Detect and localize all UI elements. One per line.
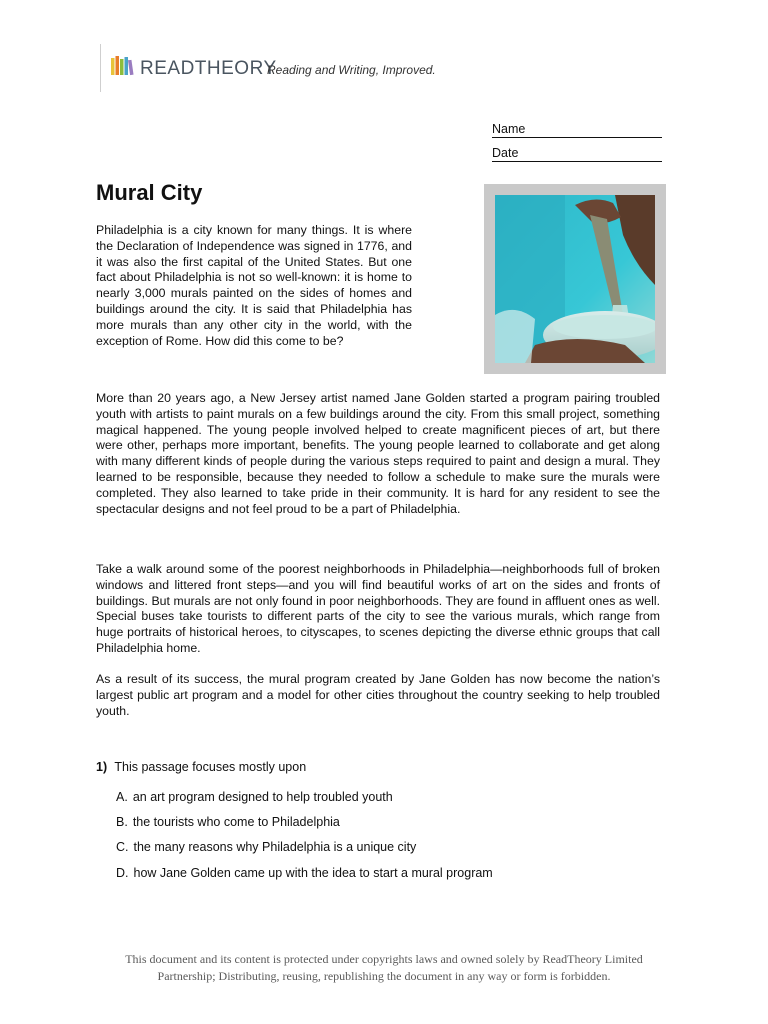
option-text: the many reasons why Philadelphia is a unique city: [133, 840, 417, 854]
option-letter: A.: [116, 790, 128, 804]
date-field[interactable]: [492, 146, 662, 161]
option-text: how Jane Golden came up with the idea to start a mural program: [133, 866, 493, 880]
answer-option-b[interactable]: [116, 815, 340, 829]
header-divider: [100, 44, 101, 92]
option-letter: C.: [116, 840, 129, 854]
brand-tagline: Reading and Writing, Improved.: [267, 63, 436, 77]
bookshelf-logo-icon: [110, 54, 134, 76]
question-number: 1): [96, 760, 108, 774]
answer-option-a[interactable]: [116, 790, 393, 804]
option-letter: B.: [116, 815, 128, 829]
copyright-footer: [84, 951, 684, 985]
date-label: Date: [492, 146, 519, 160]
option-text: the tourists who come to Philadelphia: [132, 815, 340, 829]
footer-line-2: Partnership; Distributing, reusing, republishing the document in any way or form is forbidden.: [157, 969, 611, 983]
article-title: Mural City: [96, 180, 203, 205]
option-text: an art program designed to help troubled youth: [132, 790, 393, 804]
name-label: Name: [492, 122, 526, 136]
name-field[interactable]: [492, 122, 662, 137]
mural-painting-photo: [495, 195, 655, 363]
answer-option-c[interactable]: [116, 840, 416, 854]
question-prompt: [96, 760, 306, 774]
option-letter: D.: [116, 866, 129, 880]
paragraph-3: Take a walk around some of the poorest neighborhoods in Philadelphia—neighborhoods full of broken windows and littered front steps—and you will find beautiful works of art on the sides and fronts of buildings. But murals are not only found in poor neighborhoods. They are found in affluent ones as well. Special buses take tourists to different parts of the city to see the various murals, which range from huge portraits of historical heroes, to cityscapes, to scenes depicting the diverse ethnic groups that call Philadelphia home.: [96, 562, 660, 655]
paragraph-2: More than 20 years ago, a New Jersey artist named Jane Golden started a program pairing troubled youth with artists to paint murals on a few buildings around the city. From this small project, something magical happened. The young people involved helped to create magnificent pieces of art, but there were other, perhaps more important, benefits. The young people learned to collaborate and get along with many different kinds of people during the various steps required to paint and design a mural. They learned to be responsible, because they needed to follow a schedule to make sure the murals were completed. They also learned to take pride in their community. It is hard for any resident to see the spectacular designs and not feel proud to be a part of Philadelphia.: [96, 391, 660, 516]
footer-line-1: This document and its content is protected under copyrights laws and owned solely by ReadTheory Limited: [125, 952, 643, 966]
brand-name: READTHEORY: [140, 58, 277, 79]
paragraph-4: As a result of its success, the mural program created by Jane Golden has now become the nation’s largest public art program and a model for other cities throughout the country seeking to help troubled youth.: [96, 672, 660, 718]
answer-option-d[interactable]: [116, 866, 493, 880]
date-underline: [492, 161, 662, 162]
question-text: This passage focuses mostly upon: [114, 760, 307, 774]
name-underline: [492, 137, 662, 138]
paragraph-1: Philadelphia is a city known for many things. It is where the Declaration of Independence was signed in 1776, and it was also the first capital of the United States. But one fact about Philadelphia is not so well-known: it is home to nearly 3,000 murals painted on the sides of homes and buildings around the city. It is said that Philadelphia has more murals than any other city in the world, with the exception of Rome. How did this come to be?: [96, 223, 412, 348]
